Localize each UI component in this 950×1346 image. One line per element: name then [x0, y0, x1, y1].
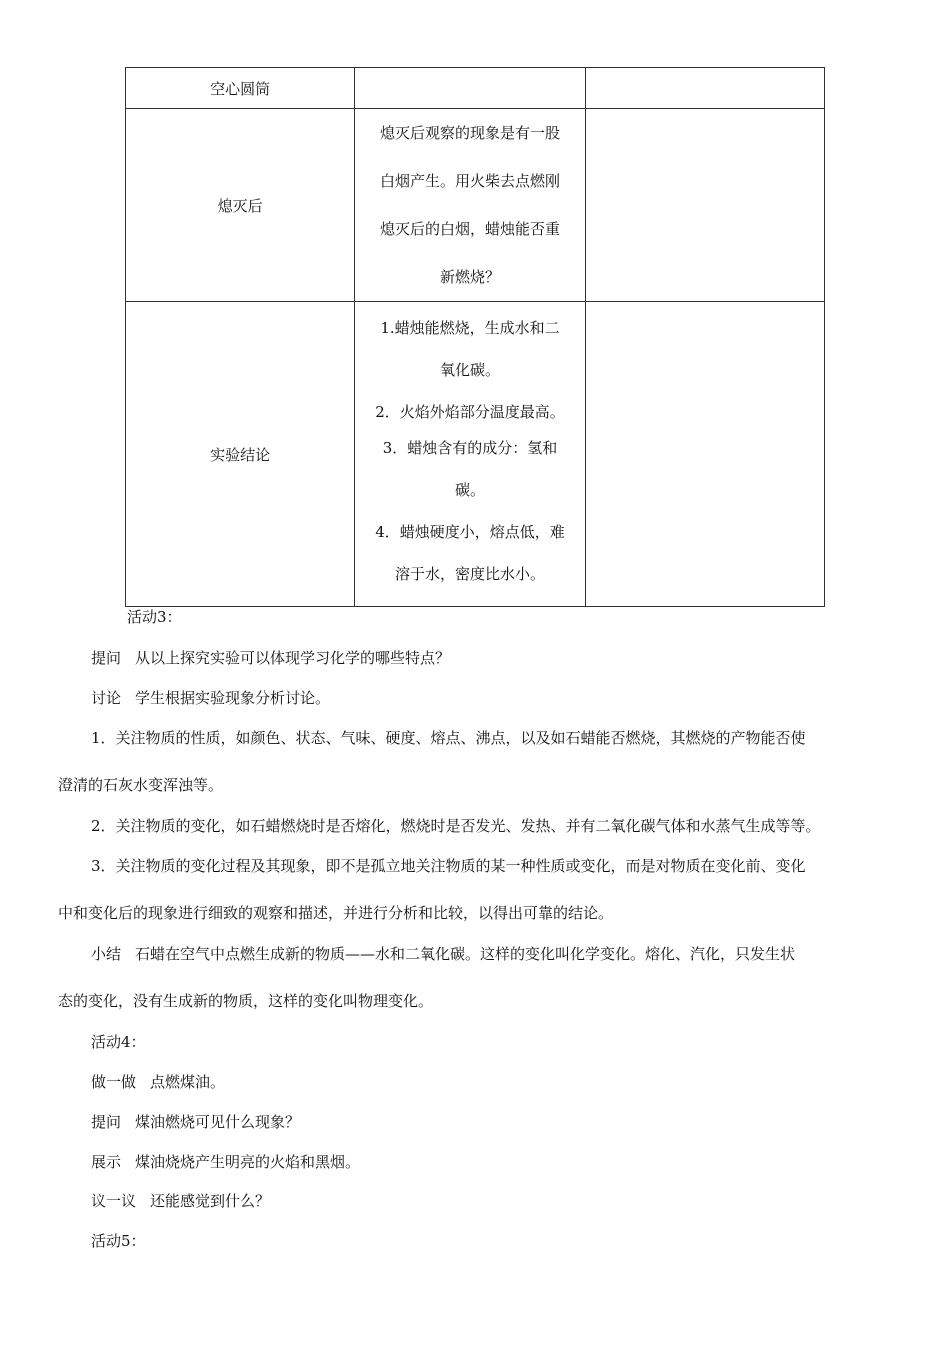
note-cell: [585, 68, 824, 109]
question-paragraph: [58, 647, 936, 668]
discussion-text: 学生根据实验现象分析讨论。: [135, 689, 331, 707]
talk-paragraph: [58, 1190, 936, 1211]
note-cell: [585, 302, 824, 607]
summary-line-2: 态的变化，没有生成新的物质，这样的变化叫物理变化。: [58, 992, 434, 1010]
do-tag: 做一做: [91, 1073, 137, 1091]
note-cell: [585, 109, 824, 302]
observation-line: 熄灭后的白烟，蜡烛能否重: [379, 220, 560, 238]
show-text: 煤油烧烧产生明亮的火焰和黑烟。: [135, 1153, 361, 1171]
table-row: [126, 68, 825, 109]
experiment-table: [125, 67, 825, 607]
observation-cell: [355, 68, 585, 109]
conclusion-line: 碳。: [454, 481, 485, 499]
point-1-line-1: 1．关注物质的性质，如颜色、状态、气味、硬度、熔点、沸点，以及如石蜡能否燃烧，其燃烧的产物能否使: [91, 729, 806, 747]
point-3-line-1: 3．关注物质的变化过程及其现象，即不是孤立地关注物质的某一种性质或变化，而是对物质在变化前、变化: [91, 857, 806, 875]
table-row: [126, 302, 825, 607]
conclusion-line: 1.蜡烛能燃烧，生成水和二: [380, 319, 560, 337]
observation-line: 新燃烧？: [439, 268, 500, 286]
discussion-paragraph: [58, 687, 936, 708]
talk-tag: 议一议: [91, 1192, 137, 1210]
activity-heading: 活动3：: [127, 608, 182, 626]
summary-paragraph: [58, 943, 936, 964]
question-tag: 提问: [91, 1113, 122, 1131]
summary-tag: 小结: [91, 945, 122, 963]
activity-heading: 活动5：: [91, 1232, 146, 1250]
conclusion-line: 4．蜡烛硬度小，熔点低，难: [375, 523, 565, 541]
observation-line: 熄灭后观察的现象是有一股: [379, 124, 560, 142]
observation-cell: [355, 109, 585, 302]
point-3-line-2: 中和变化后的现象进行细致的观察和描述，并进行分析和比较，以得出可靠的结论。: [58, 904, 614, 922]
point-1-line-2: 澄清的石灰水变浑浊等。: [58, 776, 224, 794]
question-paragraph: [58, 1111, 936, 1132]
table-row: [126, 109, 825, 302]
do-paragraph: [58, 1071, 936, 1092]
conclusion-cell: [355, 302, 585, 607]
question-tag: 提问: [91, 649, 122, 667]
show-paragraph: [58, 1151, 936, 1172]
activity-heading: 活动4：: [91, 1033, 146, 1051]
conclusion-line: 氧化碳。: [439, 361, 500, 379]
conclusion-line: 3．蜡烛含有的成分：氢和: [382, 439, 558, 457]
observation-line: 白烟产生。用火柴去点燃刚: [379, 172, 560, 190]
talk-text: 还能感觉到什么？: [150, 1192, 271, 1210]
point-2: 2．关注物质的变化，如石蜡燃烧时是否熔化，燃烧时是否发光、发热、并有二氧化碳气体和水蒸气生成等等。: [91, 817, 821, 835]
conclusion-line: 溶于水，密度比水小。: [394, 565, 545, 583]
row-label: 熄灭后: [126, 109, 355, 302]
question-text: 从以上探究实验可以体现学习化学的哪些特点？: [135, 649, 451, 667]
show-tag: 展示: [91, 1153, 122, 1171]
row-label: 实验结论: [126, 302, 355, 607]
summary-text: 石蜡在空气中点燃生成新的物质——水和二氧化碳。这样的变化叫化学变化。熔化、汽化，只发生状: [135, 945, 796, 963]
conclusion-line: 2．火焰外焰部分温度最高。: [375, 403, 565, 421]
row-label: 空心圆筒: [126, 68, 355, 109]
do-text: 点燃煤油。: [150, 1073, 226, 1091]
discussion-tag: 讨论: [91, 689, 122, 707]
question-text: 煤油燃烧可见什么现象？: [135, 1113, 301, 1131]
